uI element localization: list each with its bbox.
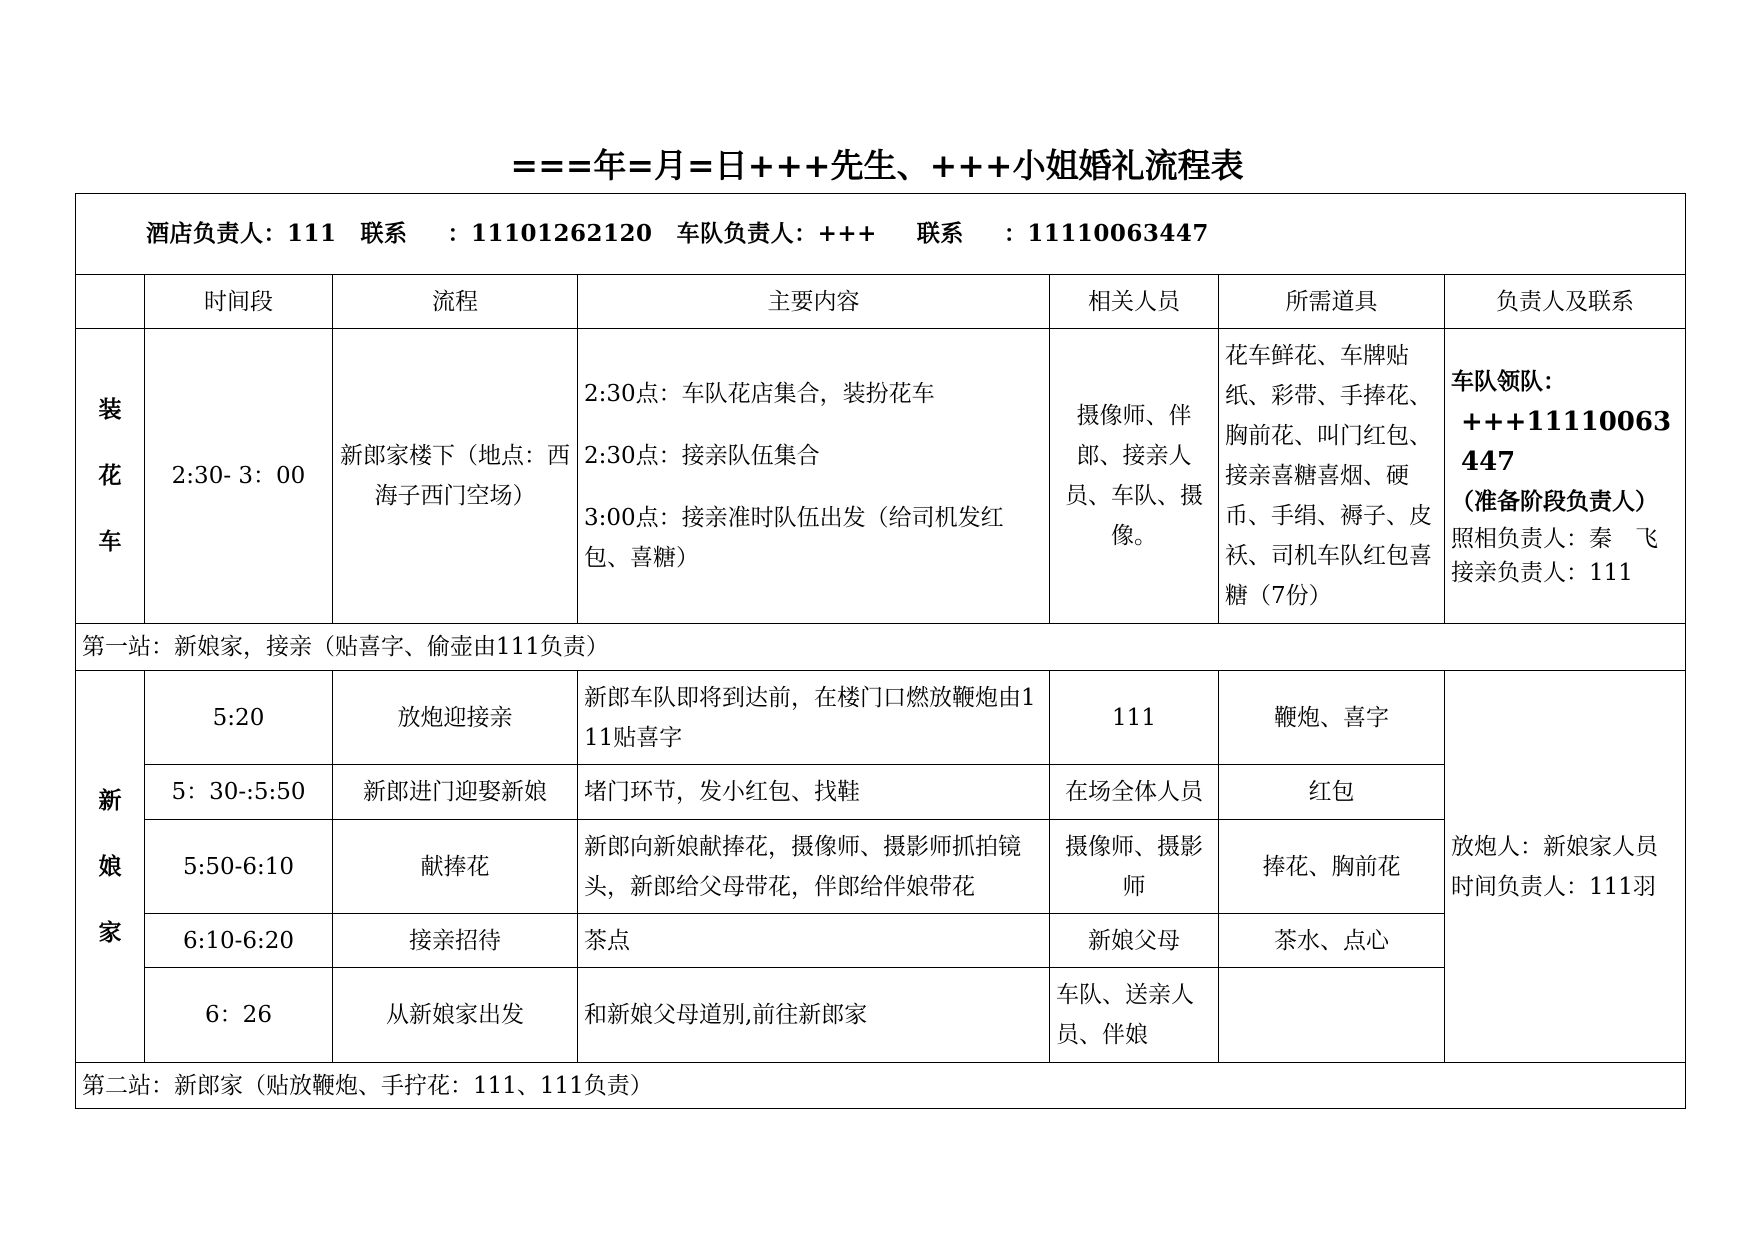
bride-flow-1: 放炮迎接亲 <box>333 671 578 765</box>
pickup-responsible: 接亲负责人：111 <box>1451 560 1633 586</box>
bride-time-2: 5：30-:5:50 <box>145 765 333 820</box>
bride-props-3: 捧花、胸前花 <box>1219 820 1445 914</box>
bride-props-5 <box>1219 968 1445 1063</box>
bride-time-4: 6:10-6:20 <box>145 914 333 968</box>
bride-content-3: 新郎向新娘献捧花，摄像师、摄影师抓拍镜头，新郎给父母带花，伴郎给伴娘带花 <box>578 820 1050 914</box>
time-responsible: 时间负责人：111羽 <box>1451 873 1656 900</box>
bride-row-4 <box>76 914 1686 968</box>
bride-props-4: 茶水、点心 <box>1219 914 1445 968</box>
contact-label-2: 联系 <box>916 220 964 247</box>
header-time: 时间段 <box>145 275 333 329</box>
bride-row-1 <box>76 671 1686 765</box>
bride-time-3: 5:50-6:10 <box>145 820 333 914</box>
bride-row-5 <box>76 968 1686 1063</box>
station-2-label: 第二站：新郎家（贴放鞭炮、手拧花：111、111负责） <box>76 1063 1686 1109</box>
fleet-leader-label: 车队领队： <box>1451 368 1566 395</box>
bride-flow-2: 新郎进门迎娶新娘 <box>333 765 578 820</box>
station-1-row <box>76 624 1686 671</box>
firecracker-responsible: 放炮人：新娘家人员 <box>1451 833 1658 860</box>
station-1-label: 第一站：新娘家，接亲（贴喜字、偷壶由111负责） <box>76 624 1686 671</box>
header-flow: 流程 <box>333 275 578 329</box>
bride-people-5: 车队、送亲人员、伴娘 <box>1050 968 1219 1063</box>
bride-flow-4: 接亲招待 <box>333 914 578 968</box>
section-label-bride-home: 新 娘 家 <box>76 671 145 1063</box>
bride-row-3 <box>76 820 1686 914</box>
photo-responsible: 照相负责人：秦 飞 <box>1451 526 1658 552</box>
contact-row <box>76 194 1686 275</box>
hotel-manager: 酒店负责人：111 <box>146 220 337 247</box>
bride-content-5: 和新娘父母道别,前往新郎家 <box>578 968 1050 1063</box>
bride-people-2: 在场全体人员 <box>1050 765 1219 820</box>
bride-home-responsible <box>1445 671 1686 1063</box>
decorate-content <box>578 329 1050 624</box>
bride-content-1: 新郎车队即将到达前，在楼门口燃放鞭炮由111贴喜字 <box>578 671 1050 765</box>
decorate-time: 2:30- 3：00 <box>145 329 333 624</box>
contact-label-1: 联系 <box>360 220 408 247</box>
decorate-responsible <box>1445 329 1686 624</box>
contact-cell <box>76 194 1686 275</box>
fleet-phone: ：11110063447 <box>1003 220 1209 247</box>
bride-content-4: 茶点 <box>578 914 1050 968</box>
prep-stage-note: （准备阶段负责人） <box>1451 488 1658 515</box>
decorate-people: 摄像师、伴郎、接亲人员、车队、摄像。 <box>1050 329 1219 624</box>
wedding-schedule-table <box>75 193 1686 1109</box>
bride-people-3: 摄像师、摄影师 <box>1050 820 1219 914</box>
bride-flow-5: 从新娘家出发 <box>333 968 578 1063</box>
bride-props-1: 鞭炮、喜字 <box>1219 671 1445 765</box>
header-row <box>76 275 1686 329</box>
decorate-flow: 新郎家楼下（地点：西海子西门空场） <box>333 329 578 624</box>
header-content: 主要内容 <box>578 275 1050 329</box>
page-title: ===年=月=日+++先生、+++小姐婚礼流程表 <box>510 146 1244 185</box>
hotel-phone: ：11101262120 <box>447 220 653 247</box>
bride-people-1: 111 <box>1050 671 1219 765</box>
fleet-manager: 车队负责人：+++ <box>676 220 877 247</box>
decorate-car-row <box>76 329 1686 624</box>
bride-props-2: 红包 <box>1219 765 1445 820</box>
bride-time-1: 5:20 <box>145 671 333 765</box>
bride-people-4: 新娘父母 <box>1050 914 1219 968</box>
header-blank <box>76 275 145 329</box>
bride-row-2 <box>76 765 1686 820</box>
decorate-content-line-3: 3:00点：接亲准时队伍出发（给司机发红包、喜糖） <box>584 505 1004 571</box>
bride-flow-3: 献捧花 <box>333 820 578 914</box>
decorate-content-line-2: 2:30点：接亲队伍集合 <box>584 443 820 469</box>
station-2-row <box>76 1063 1686 1109</box>
bride-content-2: 堵门环节，发小红包、找鞋 <box>578 765 1050 820</box>
decorate-props: 花车鲜花、车牌贴纸、彩带、手捧花、胸前花、叫门红包、接亲喜糖喜烟、硬币、手绢、褥子、皮袄、司机车队红包喜糖（7份） <box>1219 329 1445 624</box>
header-responsible: 负责人及联系 <box>1445 275 1686 329</box>
bride-time-5: 6：26 <box>145 968 333 1063</box>
section-label-decorate-car: 装 花 车 <box>76 329 145 624</box>
fleet-leader-phone: +++11110063447 <box>1461 407 1672 477</box>
header-props: 所需道具 <box>1219 275 1445 329</box>
header-people: 相关人员 <box>1050 275 1219 329</box>
decorate-content-line-1: 2:30点：车队花店集合，装扮花车 <box>584 381 935 407</box>
